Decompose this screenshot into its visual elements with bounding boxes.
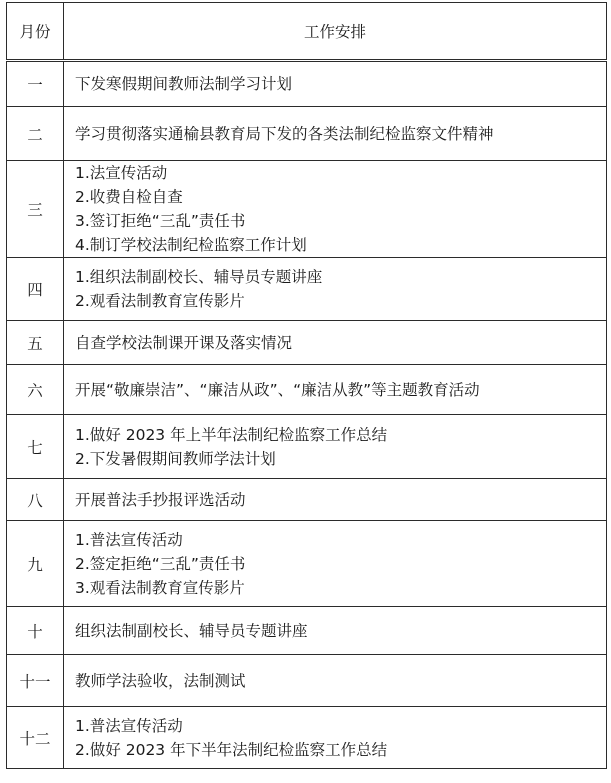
plan-cell xyxy=(64,365,607,415)
table-row xyxy=(7,479,607,521)
plan-item: 组织法制副校长、辅导员专题讲座 xyxy=(75,621,308,640)
month-cell: 十二 xyxy=(7,707,64,769)
table-body xyxy=(7,61,607,769)
plan-column-header: 工作安排 xyxy=(64,3,607,61)
month-cell: 四 xyxy=(7,258,64,321)
table-row xyxy=(7,258,607,321)
plan-item: 4.制订学校法制纪检监察工作计划 xyxy=(75,236,307,254)
plan-cell xyxy=(64,161,607,258)
month-cell: 五 xyxy=(7,321,64,365)
table-row xyxy=(7,607,607,655)
plan-cell xyxy=(64,107,607,161)
plan-item: 2.下发暑假期间教师学法计划 xyxy=(75,449,276,468)
table-row xyxy=(7,655,607,707)
table-row xyxy=(7,707,607,769)
table-header-row xyxy=(7,3,607,61)
month-cell: 一 xyxy=(7,61,64,107)
plan-cell xyxy=(64,607,607,655)
plan-item: 1.做好 2023 年上半年法制纪检监察工作总结 xyxy=(75,425,388,444)
plan-item: 1.普法宣传活动 xyxy=(75,716,183,735)
table-row xyxy=(7,415,607,479)
plan-cell xyxy=(64,61,607,107)
table-row xyxy=(7,365,607,415)
plan-cell xyxy=(64,479,607,521)
plan-item: 2.签定拒绝“三乱”责任书 xyxy=(75,554,246,573)
plan-cell xyxy=(64,321,607,365)
plan-cell xyxy=(64,655,607,707)
plan-item: 2.做好 2023 年下半年法制纪检监察工作总结 xyxy=(75,740,388,759)
plan-item: 开展“敬廉崇洁”、“廉洁从政”、“廉洁从教”等主题教育活动 xyxy=(75,380,480,399)
plan-item: 3.观看法制教育宣传影片 xyxy=(75,578,245,597)
plan-item: 开展普法手抄报评选活动 xyxy=(75,490,246,509)
month-cell: 七 xyxy=(7,415,64,479)
plan-cell xyxy=(64,707,607,769)
work-schedule-table xyxy=(6,2,607,769)
plan-item: 教师学法验收，法制测试 xyxy=(75,671,246,690)
table-row xyxy=(7,321,607,365)
plan-item: 自查学校法制课开课及落实情况 xyxy=(75,333,293,352)
table-row xyxy=(7,61,607,107)
month-cell: 六 xyxy=(7,365,64,415)
plan-item: 学习贯彻落实通榆县教育局下发的各类法制纪检监察文件精神 xyxy=(75,124,494,143)
plan-item: 1.普法宣传活动 xyxy=(75,530,183,549)
table-row xyxy=(7,107,607,161)
month-cell: 十一 xyxy=(7,655,64,707)
month-column-header: 月份 xyxy=(7,3,64,61)
plan-item: 3.签订拒绝“三乱”责任书 xyxy=(75,212,246,230)
month-cell: 二 xyxy=(7,107,64,161)
month-cell: 九 xyxy=(7,521,64,607)
plan-item: 下发寒假期间教师法制学习计划 xyxy=(75,75,293,93)
plan-item: 1.法宣传活动 xyxy=(75,164,168,182)
month-cell: 八 xyxy=(7,479,64,521)
month-cell: 三 xyxy=(7,161,64,258)
plan-cell xyxy=(64,415,607,479)
month-cell: 十 xyxy=(7,607,64,655)
table-row xyxy=(7,161,607,258)
table-row xyxy=(7,521,607,607)
plan-cell xyxy=(64,521,607,607)
plan-item: 2.观看法制教育宣传影片 xyxy=(75,292,245,310)
plan-item: 2.收费自检自查 xyxy=(75,188,183,206)
plan-cell xyxy=(64,258,607,321)
plan-item: 1.组织法制副校长、辅导员专题讲座 xyxy=(75,268,323,286)
